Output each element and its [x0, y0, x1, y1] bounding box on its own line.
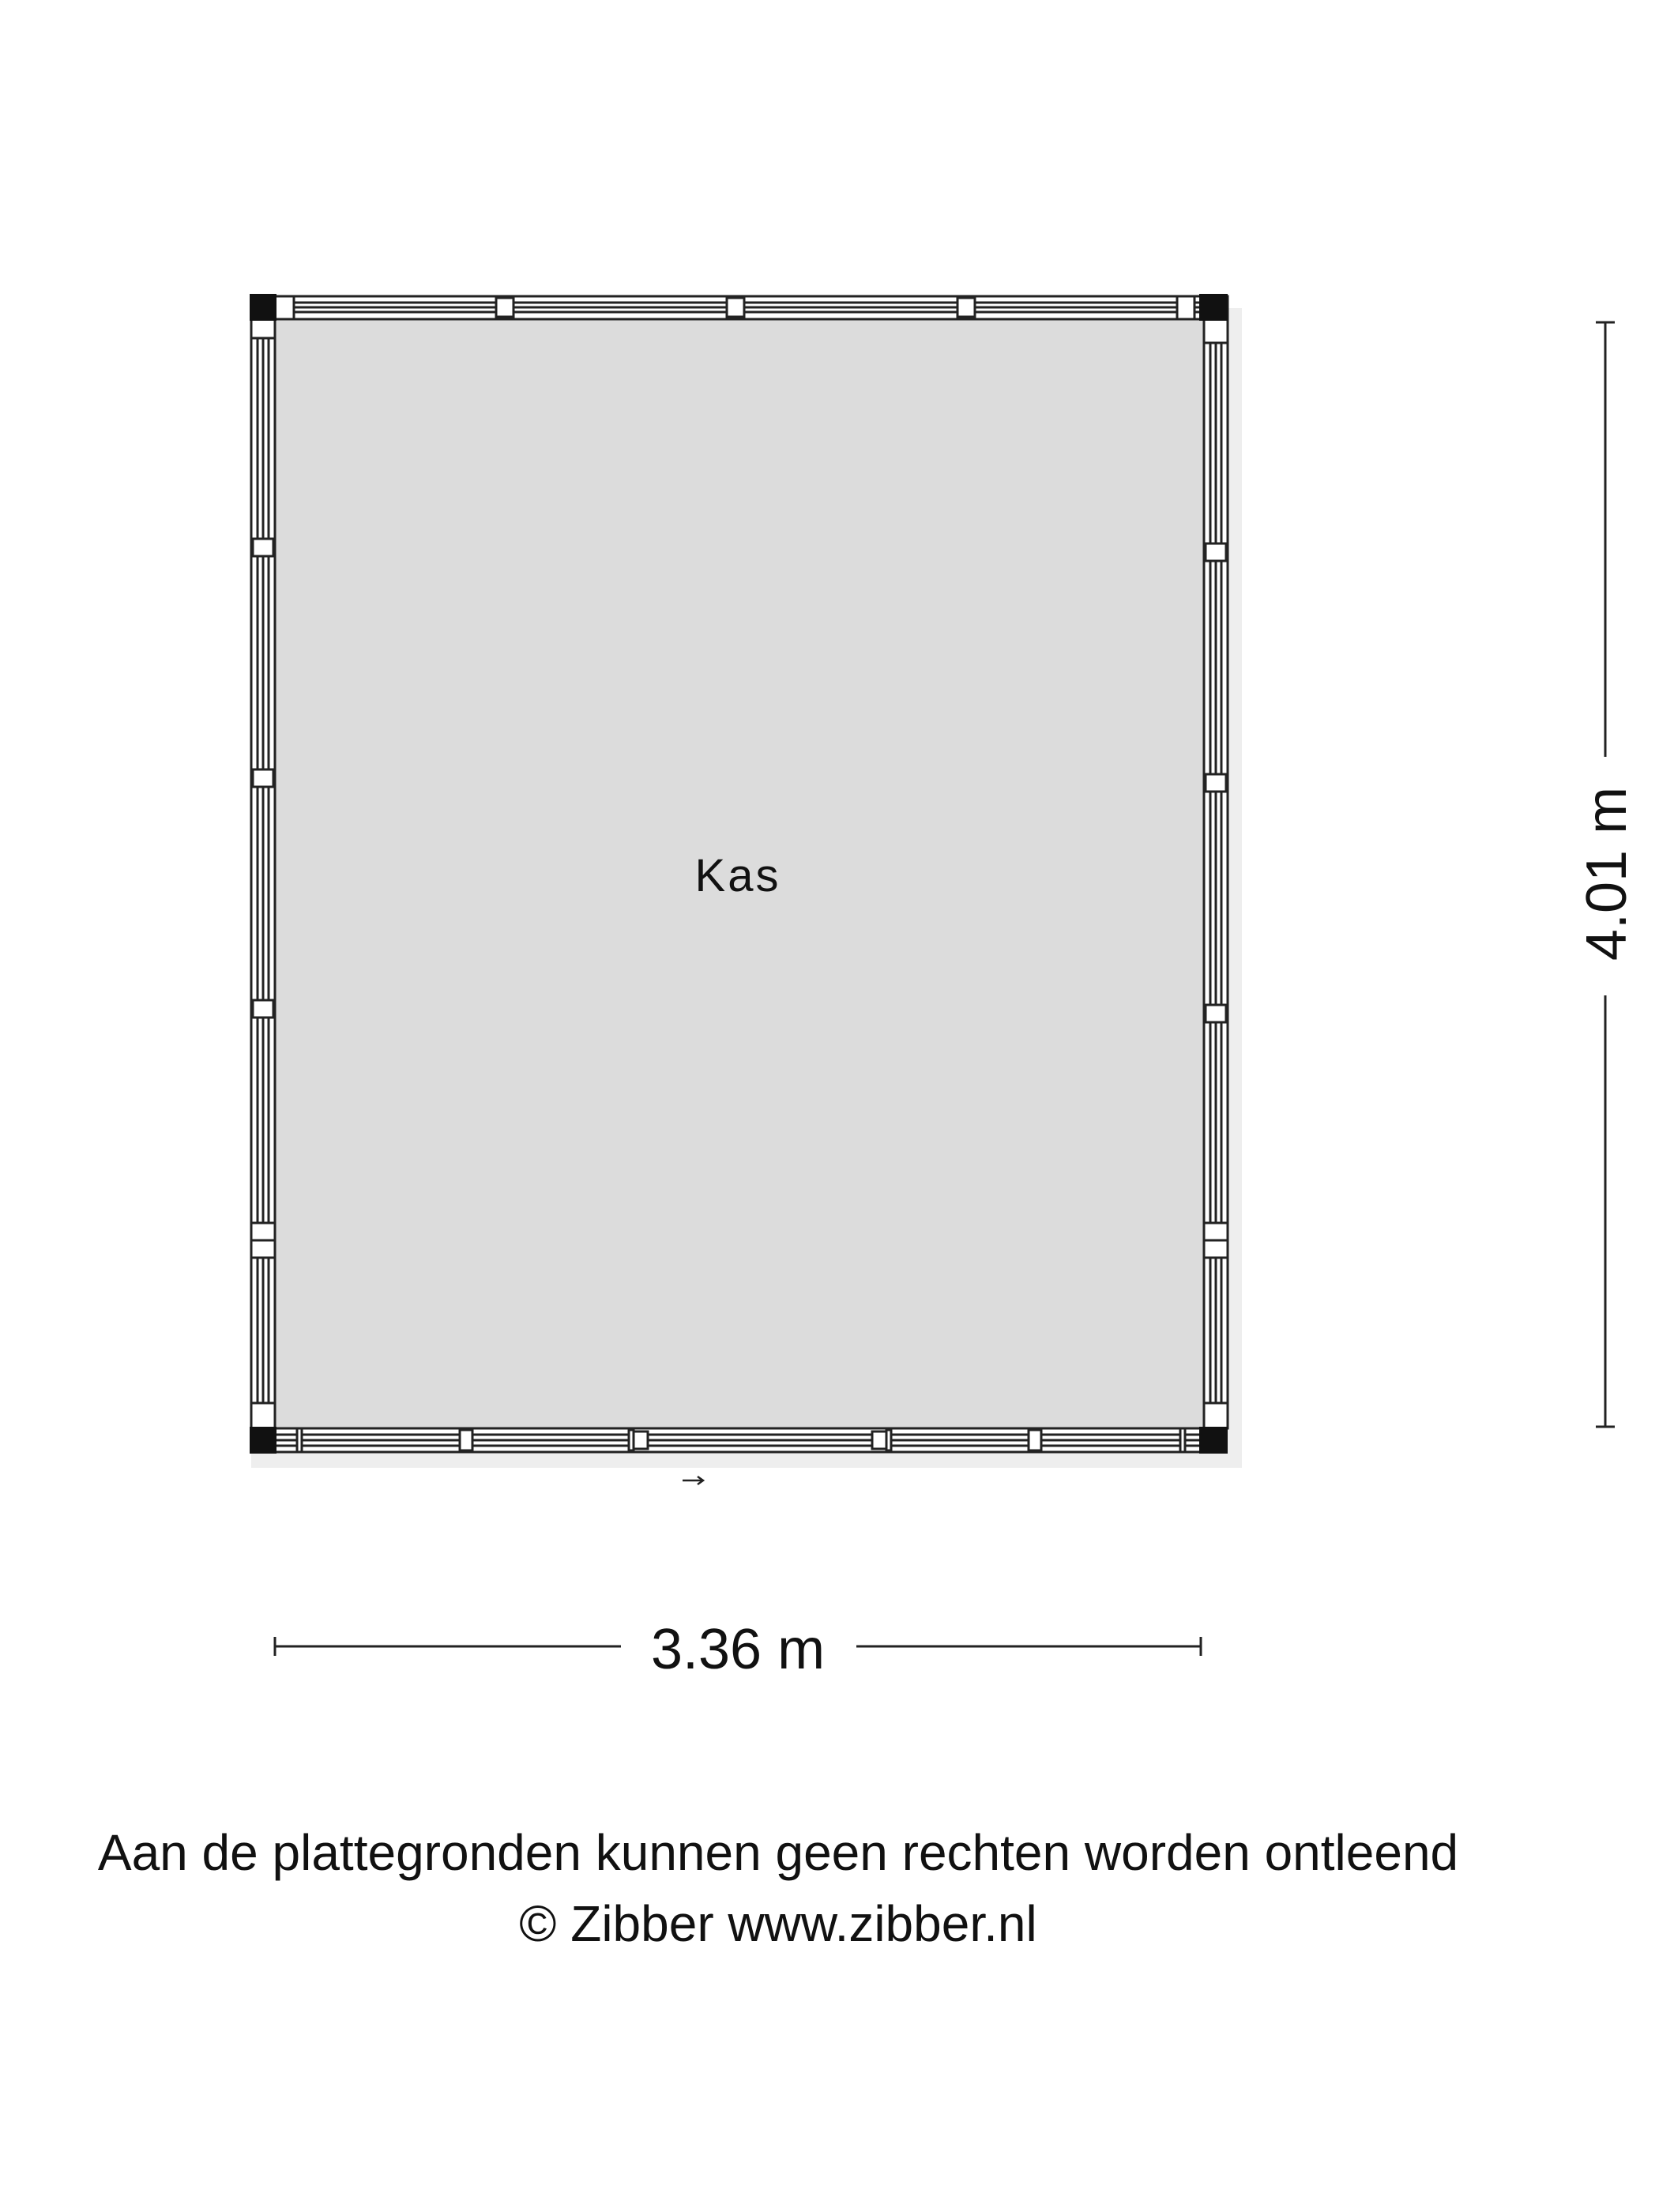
disclaimer-text: Aan de plattegronden kunnen geen rechten worden ontleend: [97, 1824, 1459, 1881]
mullion: [1029, 1430, 1041, 1450]
mullion: [460, 1430, 472, 1450]
mullion: [253, 1000, 273, 1018]
mullion: [253, 539, 273, 556]
corner-post: [250, 294, 276, 321]
wall-top: [251, 296, 1228, 319]
corner-post: [1199, 1427, 1228, 1454]
wall-right: [1204, 319, 1228, 1428]
mullion: [496, 298, 514, 317]
mullion: [1206, 544, 1226, 561]
room-label: Kas: [694, 850, 781, 901]
mullion: [727, 298, 744, 317]
wall-left: [251, 319, 275, 1428]
copyright-text: © Zibber www.zibber.nl: [519, 1895, 1037, 1952]
width-label: 3.36 m: [650, 1618, 826, 1681]
mullion: [1206, 774, 1226, 792]
door-arrow-icon: [683, 1477, 703, 1484]
mullion: [1206, 1005, 1226, 1022]
depth-label: 4.01 m: [1575, 786, 1638, 961]
mullion: [253, 769, 273, 787]
wall-bottom: [275, 1428, 1212, 1452]
corner-post: [250, 1427, 276, 1454]
mullion: [957, 298, 975, 317]
corner-post: [1199, 294, 1228, 321]
